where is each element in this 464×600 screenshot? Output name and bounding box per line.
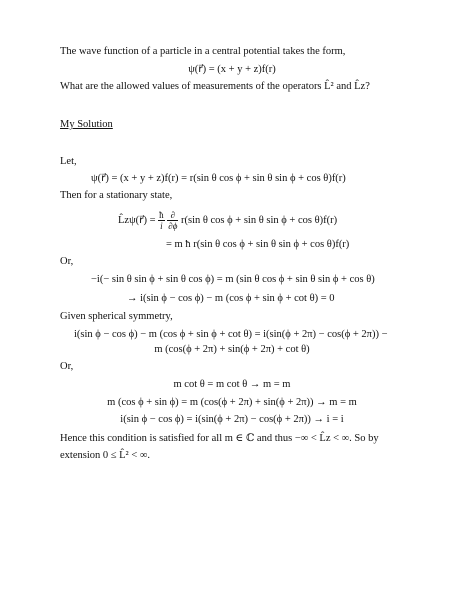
conclusion-line-2: extension 0 ≤ L̂² < ∞. bbox=[60, 450, 150, 461]
cot-equation: m cot θ = m cot θ → m = m bbox=[173, 379, 291, 390]
symmetry-equation-line-1: i(sin ϕ − cos ϕ) − m (cos ϕ + sin ϕ + cot θ) = i(sin(ϕ + 2π) − cos(ϕ + 2π)) − bbox=[74, 329, 388, 340]
sin-cos-equation: i(sin ϕ − cos ϕ) = i(sin(ϕ + 2π) − cos(ϕ + 2π)) → i = i bbox=[120, 414, 344, 425]
imaginary-equation-2: → i(sin ϕ − cos ϕ) − m (cos ϕ + sin ϕ + cot θ) = 0 bbox=[127, 293, 335, 304]
or-text-1: Or, bbox=[60, 256, 74, 267]
solution-heading: My Solution bbox=[60, 119, 113, 130]
fraction-numerator: ħ bbox=[159, 210, 164, 221]
stationary-text: Then for a stationary state, bbox=[60, 190, 173, 201]
conclusion-line-1: Hence this condition is satisfied for all m ∈ ℂ and thus −∞ < L̂z < ∞. So by bbox=[60, 433, 379, 444]
cos-sin-equation: m (cos ϕ + sin ϕ) = m (cos(ϕ + 2π) + sin(ϕ + 2π)) → m = m bbox=[107, 397, 357, 408]
fraction-denominator: i bbox=[160, 221, 163, 232]
question-text: What are the allowed values of measurements of the operators L̂² and L̂z? bbox=[60, 81, 370, 92]
imaginary-equation-1: −i(− sin θ sin ϕ + sin θ cos ϕ) = m (sin θ cos ϕ + sin θ sin ϕ + cos θ) bbox=[91, 274, 375, 285]
wavefunction-equation: ψ(r⃗) = (x + y + z)f(r) bbox=[188, 64, 276, 75]
eigenvalue-equation: = m ħ r(sin θ cos ϕ + sin θ sin ϕ + cos θ)f(r) bbox=[166, 239, 350, 250]
let-equation: ψ(r⃗) = (x + y + z)f(r) = r(sin θ cos ϕ + sin θ sin ϕ + cos θ)f(r) bbox=[91, 173, 346, 184]
fraction-denominator: ∂ϕ bbox=[168, 221, 178, 232]
partial-derivative-fraction bbox=[167, 210, 178, 231]
fraction-numerator: ∂ bbox=[167, 210, 178, 221]
intro-text: The wave function of a particle in a central potential takes the form, bbox=[60, 46, 346, 57]
hbar-over-i-fraction bbox=[158, 210, 165, 231]
lz-lhs: L̂zψ(r⃗) = bbox=[118, 215, 156, 226]
lz-operator-equation bbox=[118, 209, 337, 233]
let-text: Let, bbox=[60, 156, 77, 167]
lz-rhs: r(sin θ cos ϕ + sin θ sin ϕ + cos θ)f(r) bbox=[181, 215, 338, 226]
spherical-symmetry-text: Given spherical symmetry, bbox=[60, 311, 173, 322]
or-text-2: Or, bbox=[60, 361, 74, 372]
symmetry-equation-line-2: m (cos(ϕ + 2π) + sin(ϕ + 2π) + cot θ) bbox=[154, 344, 310, 355]
